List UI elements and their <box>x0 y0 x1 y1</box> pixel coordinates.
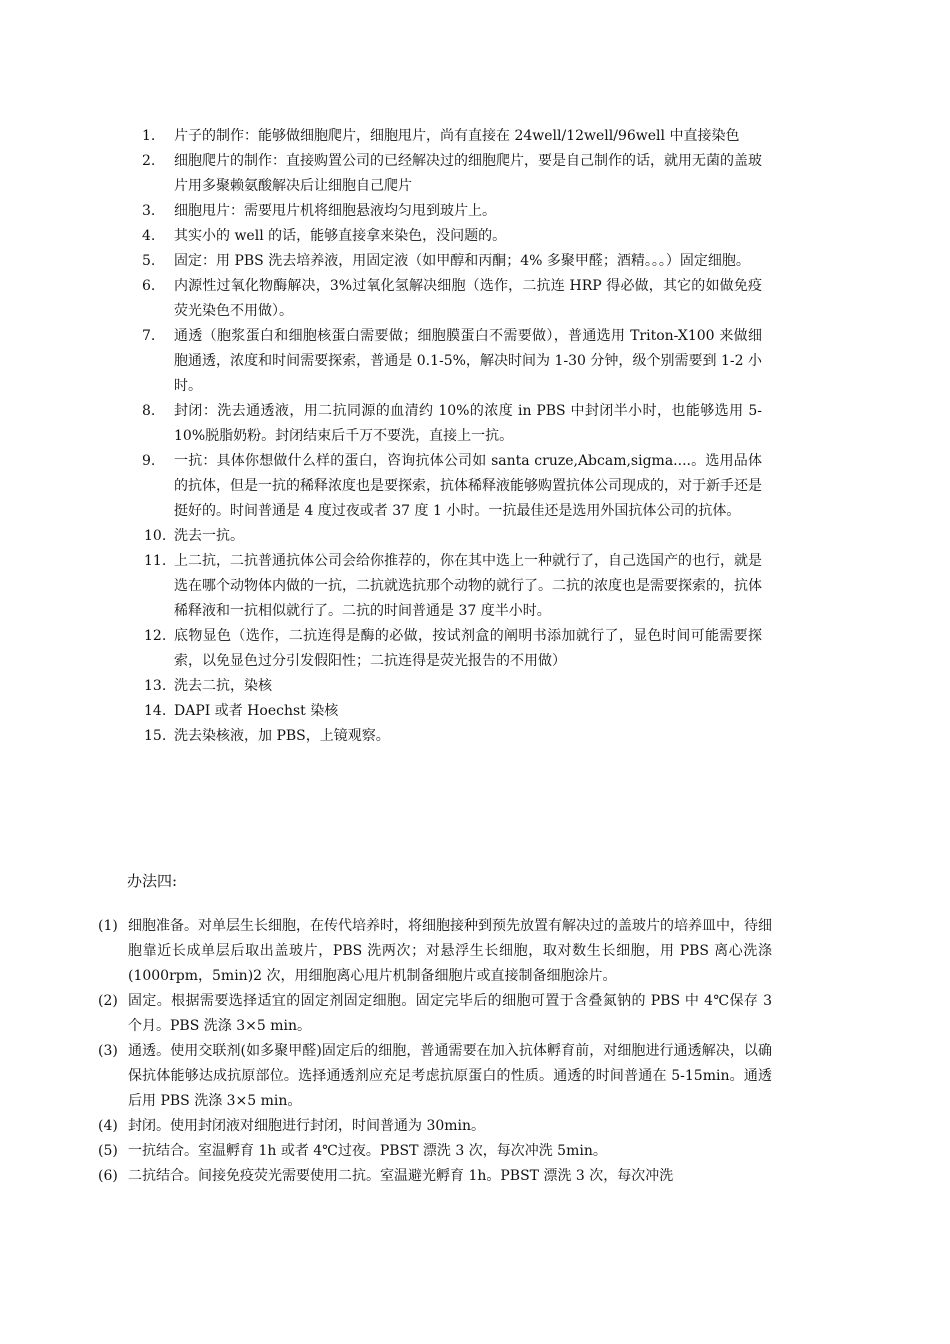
item-text: 固定。根据需要选择适宜的固定剂固定细胞。固定完毕后的细胞可置于含叠氮钠的 PBS 中 4℃保存 3 个月。PBS 洗涤 3×5 min。 <box>128 993 772 1034</box>
item-text: 一抗：具体你想做什么样的蛋白，咨询抗体公司如 santa cruze,Abcam,sigma....。选用品体的抗体，但是一抗的稀释浓度也是要探索，抗体稀释液能够购置抗体公司现成的，对于新手还是挺好的。时间普通是 4 度过夜或者 37 度 1 小时。一抗最佳还是选用外国抗体公司的抗体。 <box>174 453 762 519</box>
item-number: 13. <box>144 678 167 694</box>
list-item <box>144 549 762 624</box>
item-number: 10. <box>144 528 167 544</box>
item-number: (6) <box>98 1168 118 1184</box>
list-item <box>142 324 762 399</box>
item-number: 12. <box>144 628 167 644</box>
item-number: 7. <box>142 328 156 344</box>
item-number: 4. <box>142 228 156 244</box>
list-item <box>144 674 762 699</box>
list-item <box>144 724 762 749</box>
list-item <box>98 1164 772 1189</box>
item-text: 底物显色（选作，二抗连得是酶的必做，按试剂盒的阐明书添加就行了，显色时间可能需要探索，以免显色过分引发假阳性；二抗连得是荧光报告的不用做） <box>174 628 762 669</box>
list-item <box>142 199 762 224</box>
item-number: 15. <box>144 728 167 744</box>
item-text: 二抗结合。间接免疫荧光需要使用二抗。室温避光孵育 1h。PBST 漂洗 3 次，每次冲洗 <box>128 1168 674 1184</box>
item-number: (3) <box>98 1043 118 1059</box>
list-item <box>142 399 762 449</box>
item-text: 一抗结合。室温孵育 1h 或者 4℃过夜。PBST 漂洗 3 次，每次冲洗 5min。 <box>128 1143 607 1159</box>
list-item <box>142 124 762 149</box>
list-item <box>144 699 762 724</box>
list-item <box>98 1039 772 1114</box>
item-number: (1) <box>98 918 118 934</box>
item-number: 14. <box>144 703 167 719</box>
item-text: 洗去染核液，加 PBS，上镜观察。 <box>174 728 390 744</box>
item-number: 6. <box>142 278 156 294</box>
list-item <box>142 149 762 199</box>
item-text: 洗去一抗。 <box>174 528 244 544</box>
list-item <box>142 249 762 274</box>
item-text: 片子的制作：能够做细胞爬片，细胞甩片，尚有直接在 24well/12well/96well 中直接染色 <box>174 128 740 144</box>
item-text: 上二抗，二抗普通抗体公司会给你推荐的，你在其中选上一种就行了，自己选国产的也行，就是选在哪个动物体内做的一抗，二抗就选抗那个动物的就行了。二抗的浓度也是需要探索的，抗体稀释液和一抗相似就行了。二抗的时间普通是 37 度半小时。 <box>174 553 762 619</box>
list-item <box>98 989 772 1039</box>
item-text: DAPI 或者 Hoechst 染核 <box>174 703 339 719</box>
item-text: 封闭。使用封闭液对细胞进行封闭，时间普通为 30min。 <box>128 1118 486 1134</box>
list-item <box>98 1114 772 1139</box>
item-number: 11. <box>144 553 167 569</box>
list-item <box>142 274 762 324</box>
item-number: 9. <box>142 453 156 469</box>
item-text: 其实小的 well 的话，能够直接拿来染色，没问题的。 <box>174 228 507 244</box>
item-text: 细胞甩片：需要甩片机将细胞悬液均匀甩到玻片上。 <box>174 203 496 219</box>
item-number: (5) <box>98 1143 118 1159</box>
item-number: 2. <box>142 153 156 169</box>
item-text: 通透（胞浆蛋白和细胞核蛋白需要做；细胞膜蛋白不需要做），普通选用 Triton-X100 来做细胞通透，浓度和时间需要探索，普通是 0.1-5%，解决时间为 1-30 分钟，级个别需要到 1-2 小时。 <box>174 328 762 394</box>
list-item <box>144 524 762 549</box>
item-text: 细胞爬片的制作：直接购置公司的已经解决过的细胞爬片，要是自己制作的话，就用无菌的盖玻片用多聚赖氨酸解决后让细胞自己爬片 <box>174 153 762 194</box>
list-item <box>98 914 772 989</box>
item-text: 固定：用 PBS 洗去培养液，用固定液（如甲醇和丙酮；4% 多聚甲醛；酒精。。。）固定细胞。 <box>174 253 750 269</box>
item-text: 洗去二抗，染核 <box>174 678 272 694</box>
item-text: 细胞准备。对单层生长细胞，在传代培养时，将细胞接种到预先放置有解决过的盖玻片的培养皿中，待细胞靠近长成单层后取出盖玻片，PBS 洗两次；对悬浮生长细胞，取对数生长细胞，用 PBS 离心洗涤(1000rpm，5min)2 次，用细胞离心甩片机制备细胞片或直接制备细胞涂片。 <box>128 918 772 984</box>
protocol-steps-list <box>0 124 950 749</box>
item-number: 1. <box>142 128 156 144</box>
item-number: 8. <box>142 403 156 419</box>
list-item <box>142 224 762 249</box>
item-number: 5. <box>142 253 156 269</box>
list-item <box>142 449 762 524</box>
list-item <box>98 1139 772 1164</box>
item-number: (4) <box>98 1118 118 1134</box>
item-text: 内源性过氧化物酶解决，3%过氧化氢解决细胞（选作，二抗连 HRP 得必做，其它的如做免疫荧光染色不用做）。 <box>174 278 762 319</box>
list-item <box>144 624 762 674</box>
item-number: (2) <box>98 993 118 1009</box>
method-four-steps-list <box>0 914 950 1189</box>
item-text: 封闭：洗去通透液，用二抗同源的血清约 10%的浓度 in PBS 中封闭半小时，也能够选用 5-10%脱脂奶粉。封闭结束后千万不要洗，直接上一抗。 <box>174 403 762 444</box>
item-text: 通透。使用交联剂(如多聚甲醛)固定后的细胞，普通需要在加入抗体孵育前，对细胞进行通透解决，以确保抗体能够达成抗原部位。选择通透剂应充足考虑抗原蛋白的性质。通透的时间普通在 5-15min。通透后用 PBS 洗涤 3×5 min。 <box>128 1043 772 1109</box>
item-number: 3. <box>142 203 156 219</box>
section-heading: 办法四: <box>127 872 178 890</box>
